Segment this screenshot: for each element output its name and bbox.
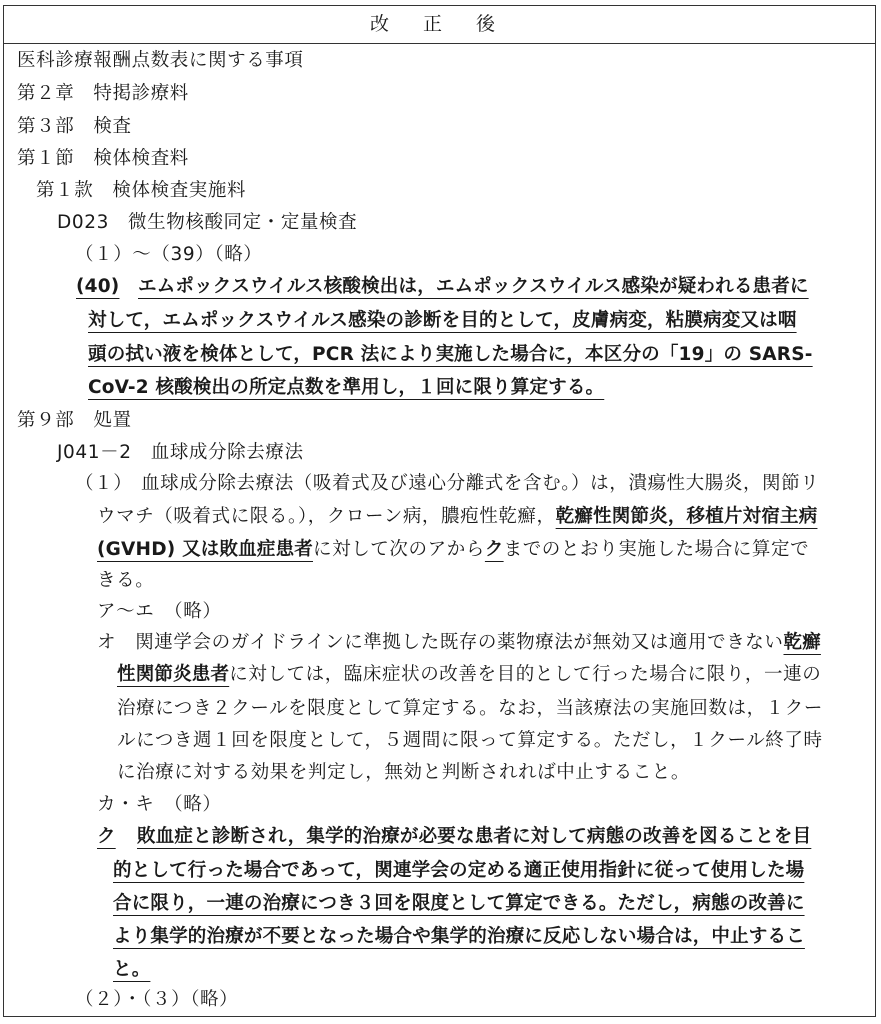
item-o-line-5: に治療に対する効果を判定し，無効と判断されれば中止すること。 bbox=[117, 762, 691, 783]
item-o-line-1-text: オ 関連学会のガイドラインに準拠した既存の薬物療法が無効又は適用できない bbox=[97, 632, 784, 653]
item-40-line-2: 対して，エムポックスウイルス感染の診断を目的として，皮膚病変，粘膜病変又は咽 bbox=[88, 310, 797, 331]
item-o-line-1-amended: 乾癬 bbox=[783, 632, 821, 653]
section-heading: 第１節 検体検査料 bbox=[17, 148, 189, 169]
para-1-line-2-text: ウマチ（吸着式に限る。），クローン病，膿疱性乾癬， bbox=[97, 506, 556, 527]
para-1-line-3-text: に対して次のアから bbox=[313, 539, 485, 560]
subsection-heading: 第１款 検体検査実施料 bbox=[36, 180, 247, 201]
item-heading-j041: J041－2 血球成分除去療法 bbox=[57, 442, 304, 463]
item-ku-line-2: 的として行った場合であって，関連学会の定める適正使用指針に従って使用した場 bbox=[113, 860, 805, 881]
items-a-e-omitted: ア～エ （略） bbox=[97, 601, 222, 622]
item-40-number: (40) bbox=[76, 276, 120, 297]
para-1-number: （１） bbox=[75, 473, 133, 494]
para-1-line-2-amended: 乾癬性関節炎，移植片対宿主病 bbox=[555, 506, 818, 527]
omitted-items: （１）～（39）（略） bbox=[75, 244, 263, 265]
part-heading: 第３部 検査 bbox=[17, 116, 132, 137]
chapter-heading: 第２章 特掲診療料 bbox=[17, 83, 189, 104]
item-heading-d023: D023 微生物核酸同定・定量検査 bbox=[57, 212, 358, 233]
item-o-line-2-text: に対しては，臨床症状の改善を目的として行った場合に限り，一連の bbox=[229, 664, 822, 685]
item-40-line-4: CoV-2 核酸検出の所定点数を準用し，１回に限り算定する。 bbox=[88, 377, 605, 398]
item-40-line-3: 頭の拭い液を検体として，PCR 法により実施した場合に，本区分の「19」の SARS- bbox=[88, 344, 813, 365]
item-o-line-2-amended: 性関節炎患者 bbox=[117, 664, 230, 685]
item-o-line-1 bbox=[97, 628, 821, 658]
item-ku-line-3: 合に限り，一連の治療につき３回を限度として算定できる。ただし，病態の改善に bbox=[113, 893, 805, 914]
part-9-heading: 第９部 処置 bbox=[17, 410, 132, 431]
paras-2-3-omitted: （２）・（３）（略） bbox=[75, 989, 239, 1010]
item-ku-number: ク bbox=[97, 826, 116, 847]
item-ku-line-4: より集学的治療が不要となった場合や集学的治療に反応しない場合は，中止するこ bbox=[113, 926, 805, 947]
para-1-line-3 bbox=[97, 535, 809, 565]
para-1-line-3-tail: までのとおり実施した場合に算定で bbox=[503, 539, 810, 560]
para-1-line-3-ku: ク bbox=[484, 539, 504, 560]
para-1-line-1: 血球成分除去療法（吸着式及び遠心分離式を含む。）は，潰瘍性大腸炎，関節リ bbox=[141, 473, 820, 494]
para-1-line-4: きる。 bbox=[97, 570, 155, 591]
items-ka-ki-omitted: カ・キ （略） bbox=[97, 794, 222, 815]
item-40-line-1: エムポックスウイルス核酸検出は，エムポックスウイルス感染が疑われる患者に bbox=[138, 276, 809, 297]
item-ku-line-5: と。 bbox=[113, 959, 151, 980]
column-header: 改 正 後 bbox=[4, 6, 875, 44]
section-title: 医科診療報酬点数表に関する事項 bbox=[17, 50, 304, 71]
para-1-line-2 bbox=[97, 502, 817, 532]
item-o-line-2 bbox=[117, 660, 821, 690]
item-o-line-3: 治療につき２クールを限度として算定する。なお，当該療法の実施回数は，１クー bbox=[117, 698, 823, 719]
item-ku-line-1: 敗血症と診断され，集学的治療が必要な患者に対して病態の改善を図ることを目 bbox=[137, 826, 812, 847]
item-o-line-4: ルにつき週１回を限度として，５週間に限って算定する。ただし，１クール終了時 bbox=[117, 730, 823, 751]
para-1-line-3-amended: (GVHD) 又は敗血症患者 bbox=[97, 539, 313, 560]
